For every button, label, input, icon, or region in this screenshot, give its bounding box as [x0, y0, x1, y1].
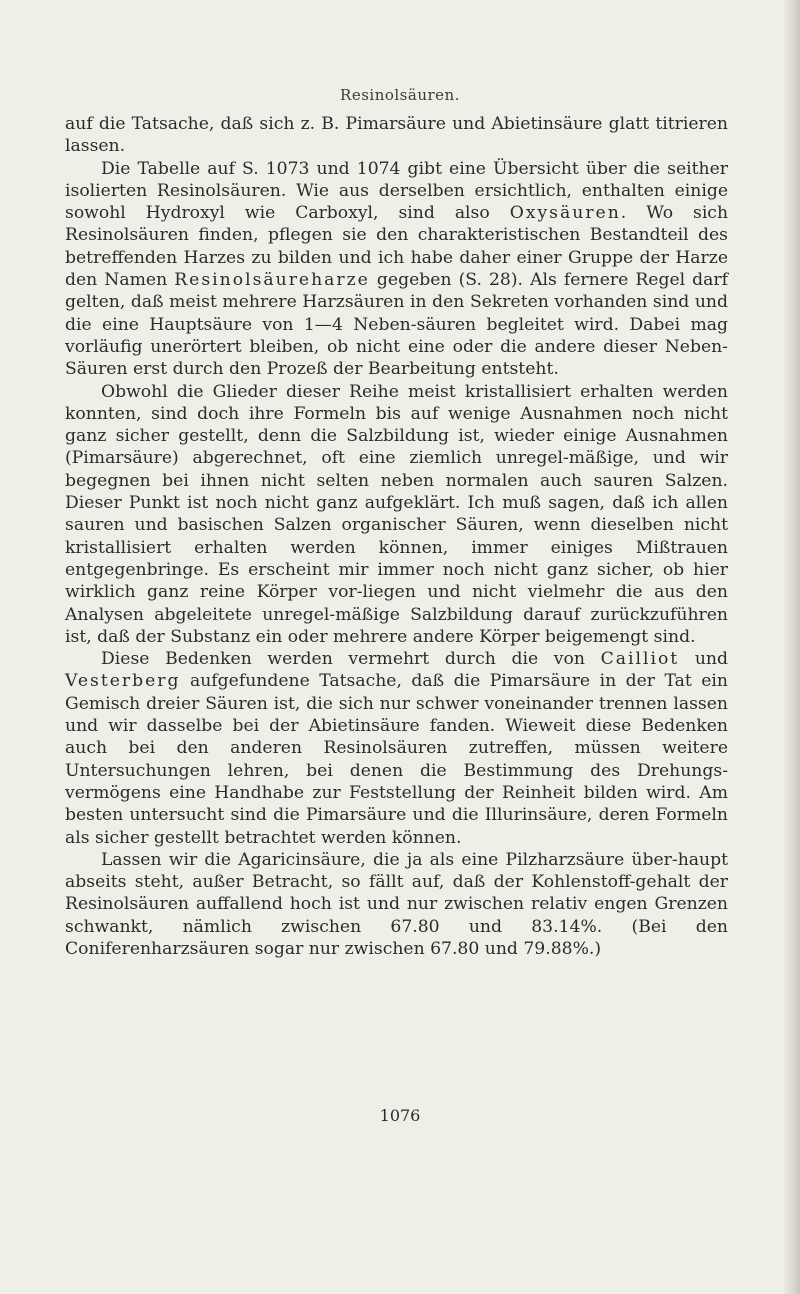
paragraph-1 — [65, 113, 728, 158]
paragraph-2-text-a: Die Tabelle auf S. 1073 und 1074 gibt eine Übersicht über die seither isolierten Resinolsäuren. Wie aus derselben ersichtlich, enthalten einige sowohl Hydroxyl wie Carboxyl, sind also — [65, 158, 728, 224]
paragraph-1-text: auf die Tatsache, daß sich z. B. Pimarsäure und Abietinsäure glatt titrieren lassen. — [65, 114, 728, 157]
author-cailliot: Cailliot — [600, 649, 680, 670]
term-resinolsaeureharze: Resinolsäureharze — [174, 270, 370, 291]
paragraph-4-text-a: Diese Bedenken werden vermehrt durch die von — [101, 649, 601, 670]
running-head: Resinolsäuren. — [340, 86, 460, 104]
paragraph-2 — [65, 158, 728, 381]
paragraph-2-text-c: gegeben (S. 28). Als fernere Regel darf gelten, daß meist mehrere Harzsäuren in den Sekreten vorhanden sind und die eine Hauptsäure von 1—4 Neben-säuren begleitet wird. Dabei mag vorläufig unerörtert bleiben, ob nicht eine oder die andere dieser Neben-Säuren erst durch den Prozeß der Bearbeitung entsteht. — [65, 270, 729, 380]
page-edge-shadow — [782, 0, 800, 1294]
paragraph-4 — [65, 648, 728, 849]
author-vesterberg: Vesterberg — [65, 671, 181, 692]
paragraph-4-text-c: aufgefundene Tatsache, daß die Pimarsäure in der Tat ein Gemisch dreier Säuren ist, die sich nur schwer voneinander trennen lassen und wir dasselbe bei der Abietinsäure fanden. Wieweit diese Bedenken auch bei den anderen Resinolsäuren zutreffen, müssen weitere Untersuchungen lehren, bei denen die Bestimmung des Drehungs-vermögens eine Handhabe zur Feststellung der Reinheit bilden wird. Am besten untersucht sind die Pimarsäure und die Illurinsäure, deren Formeln als sicher gestellt betrachtet werden können. — [65, 671, 728, 848]
paragraph-4-text-b: und — [679, 649, 728, 670]
paragraph-5-text: Lassen wir die Agaricinsäure, die ja als eine Pilzharzsäure über-haupt abseits steht, außer Betracht, so fällt auf, daß der Kohlenstoff-gehalt der Resinolsäuren auffallend hoch ist und nur zwischen relativ engen Grenzen schwankt, nämlich zwischen 67.80 und 83.14%. (Bei den Coniferenharzsäuren sogar nur zwischen 67.80 und 79.88%.) — [65, 849, 728, 959]
paragraph-5 — [65, 849, 728, 960]
body-text — [65, 113, 728, 960]
paragraph-3-text: Obwohl die Glieder dieser Reihe meist kristallisiert erhalten werden konnten, sind doch ihre Formeln bis auf wenige Ausnahmen noch nicht ganz sicher gestellt, denn die Salzbildung ist, wieder einige Ausnahmen (Pimarsäure) abgerechnet, oft eine ziemlich unregel-mäßige, und wir begegnen bei ihnen nicht selten neben normalen auch sauren Salzen. Dieser Punkt ist noch nicht ganz aufgeklärt. Ich muß sagen, daß ich allen sauren und basischen Salzen organischer Säuren, wenn dieselben nicht kristallisiert erhalten werden können, immer einiges Mißtrauen entgegenbringe. Es erscheint mir immer noch nicht ganz sicher, ob hier wirklich ganz reine Körper vor-liegen und nicht vielmehr die aus den Analysen abgeleitete unregel-mäßige Salzbildung darauf zurückzuführen ist, daß der Substanz ein oder mehrere andere Körper beigemengt sind. — [65, 381, 728, 647]
paragraph-3 — [65, 381, 728, 649]
term-oxysaeuren: Oxysäuren — [509, 203, 621, 224]
paragraph-2-text-b: . Wo sich Resinolsäuren finden, pflegen sie den charakteristischen Bestandteil des betreffenden Harzes zu bilden und ich habe daher einer Gruppe der Harze den Namen — [65, 203, 729, 291]
page-number: 1076 — [379, 1106, 421, 1125]
